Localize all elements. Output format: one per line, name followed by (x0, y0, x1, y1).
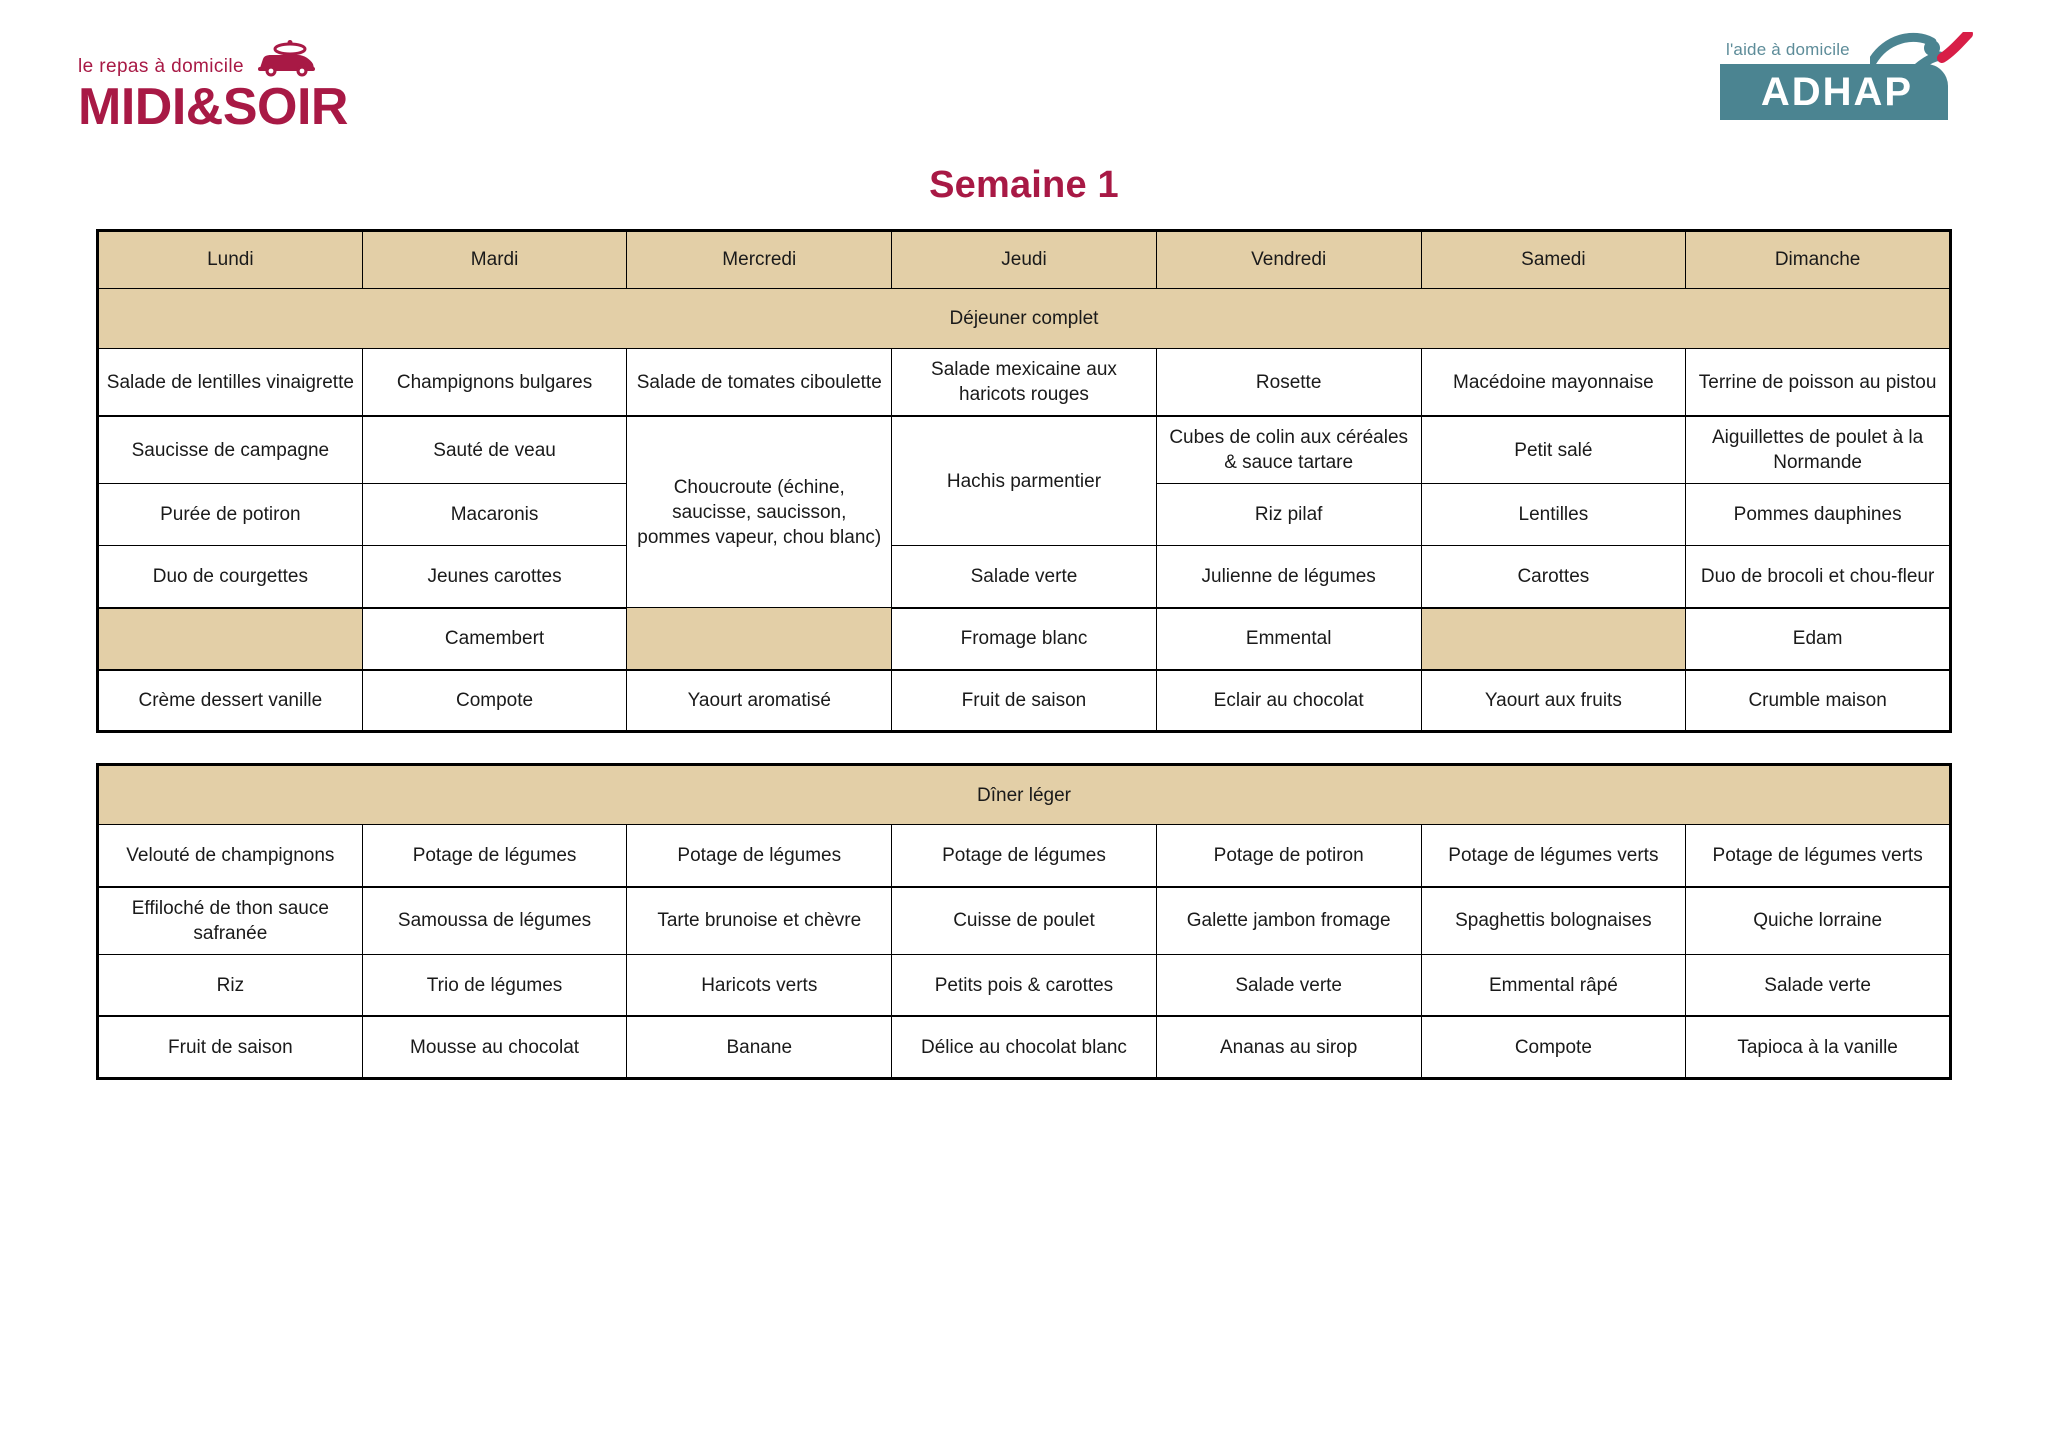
table-cell: Quiche lorraine (1686, 887, 1951, 955)
day-header-samedi: Samedi (1421, 231, 1686, 289)
table-cell: Effiloché de thon sauce safranée (98, 887, 363, 955)
table-cell: Potage de légumes (627, 825, 892, 887)
dinner-garniture-row (98, 954, 1951, 1016)
table-cell: Duo de brocoli et chou-fleur (1686, 546, 1951, 608)
table-cell: Eclair au chocolat (1156, 670, 1421, 732)
dinner-menu-table (96, 763, 1952, 1080)
page-title: Semaine 1 (929, 164, 1119, 206)
table-cell: Aiguillettes de poulet à la Normande (1686, 416, 1951, 484)
adhap-wordmark: ADHAP (1760, 70, 1914, 114)
table-cell: Haricots verts (627, 954, 892, 1016)
lunch-dessert-row (98, 670, 1951, 732)
table-cell: Cubes de colin aux céréales & sauce tartare (1156, 416, 1421, 484)
midisoir-logo (78, 38, 378, 135)
lunch-fromage-row (98, 608, 1951, 670)
table-cell: Petit salé (1421, 416, 1686, 484)
table-cell: Pommes dauphines (1686, 484, 1951, 546)
table-cell: Potage de légumes (362, 825, 627, 887)
table-cell: Fruit de saison (892, 670, 1157, 732)
table-cell: Samoussa de légumes (362, 887, 627, 955)
table-cell: Terrine de poisson au pistou (1686, 349, 1951, 417)
table-cell: Compote (362, 670, 627, 732)
table-cell: Camembert (362, 608, 627, 670)
table-cell: Yaourt aromatisé (627, 670, 892, 732)
table-cell: Lentilles (1421, 484, 1686, 546)
table-cell: Emmental (1156, 608, 1421, 670)
day-header-mardi: Mardi (362, 231, 627, 289)
table-cell: Banane (627, 1016, 892, 1078)
lunch-garniture2-row (98, 546, 1951, 608)
table-cell: Purée de potiron (98, 484, 363, 546)
table-cell: Compote (1421, 1016, 1686, 1078)
table-cell: Fruit de saison (98, 1016, 363, 1078)
lunch-plat-row (98, 416, 1951, 484)
lunch-entree-row (98, 349, 1951, 417)
delivery-car-icon (254, 40, 318, 78)
table-cell: Emmental râpé (1421, 954, 1686, 1016)
table-cell-empty (98, 608, 363, 670)
midisoir-wordmark: MIDI&SOIR (78, 78, 348, 136)
table-cell: Macaronis (362, 484, 627, 546)
table-cell: Edam (1686, 608, 1951, 670)
table-cell: Crumble maison (1686, 670, 1951, 732)
lunch-table-wrap (96, 229, 1952, 733)
lunch-banner: Déjeuner complet (98, 289, 1951, 349)
table-cell: Tapioca à la vanille (1686, 1016, 1951, 1078)
table-cell: Salade verte (892, 546, 1157, 608)
lunch-menu-table (96, 229, 1952, 733)
dinner-plat-row (98, 887, 1951, 955)
adhap-box (1720, 64, 1948, 120)
table-cell-empty (1421, 608, 1686, 670)
dinner-banner: Dîner léger (98, 765, 1951, 825)
table-cell: Potage de légumes verts (1686, 825, 1951, 887)
day-header-dimanche: Dimanche (1686, 231, 1951, 289)
adhap-tagline: l'aide à domicile (1726, 40, 1850, 59)
table-cell: Carottes (1421, 546, 1686, 608)
adhap-logo (1720, 32, 1970, 124)
table-cell: Riz pilaf (1156, 484, 1421, 546)
dinner-table-wrap (96, 763, 1952, 1080)
table-cell: Saucisse de campagne (98, 416, 363, 484)
table-cell: Fromage blanc (892, 608, 1157, 670)
day-header-jeudi: Jeudi (892, 231, 1157, 289)
table-cell: Spaghettis bolognaises (1421, 887, 1686, 955)
table-cell: Potage de légumes (892, 825, 1157, 887)
table-cell: Tarte brunoise et chèvre (627, 887, 892, 955)
page-header (0, 0, 2048, 150)
table-cell: Salade mexicaine aux haricots rouges (892, 349, 1157, 417)
dinner-banner-row (98, 765, 1951, 825)
table-cell: Julienne de légumes (1156, 546, 1421, 608)
table-cell: Galette jambon fromage (1156, 887, 1421, 955)
table-cell: Petits pois & carottes (892, 954, 1157, 1016)
table-cell: Délice au chocolat blanc (892, 1016, 1157, 1078)
day-header-row (98, 231, 1951, 289)
table-cell: Crème dessert vanille (98, 670, 363, 732)
table-cell: Ananas au sirop (1156, 1016, 1421, 1078)
day-header-vendredi: Vendredi (1156, 231, 1421, 289)
day-header-lundi: Lundi (98, 231, 363, 289)
table-cell: Champignons bulgares (362, 349, 627, 417)
table-cell: Sauté de veau (362, 416, 627, 484)
section-spacer (0, 733, 2048, 763)
dinner-soupe-row (98, 825, 1951, 887)
table-cell-merged-mercredi-plat: Choucroute (échine, saucisse, saucisson, pommes vapeur, chou blanc) (627, 416, 892, 608)
table-cell: Duo de courgettes (98, 546, 363, 608)
table-cell: Mousse au chocolat (362, 1016, 627, 1078)
day-header-mercredi: Mercredi (627, 231, 892, 289)
table-cell: Riz (98, 954, 363, 1016)
table-cell: Velouté de champignons (98, 825, 363, 887)
table-cell: Yaourt aux fruits (1421, 670, 1686, 732)
table-cell-merged-jeudi-plat: Hachis parmentier (892, 416, 1157, 546)
table-cell: Cuisse de poulet (892, 887, 1157, 955)
midisoir-tagline: le repas à domicile (78, 56, 245, 77)
table-cell: Salade verte (1156, 954, 1421, 1016)
table-cell: Rosette (1156, 349, 1421, 417)
table-cell: Salade de lentilles vinaigrette (98, 349, 363, 417)
lunch-banner-row (98, 289, 1951, 349)
table-cell-empty (627, 608, 892, 670)
table-cell: Potage de potiron (1156, 825, 1421, 887)
table-cell: Trio de légumes (362, 954, 627, 1016)
dinner-dessert-row (98, 1016, 1951, 1078)
table-cell: Macédoine mayonnaise (1421, 349, 1686, 417)
table-cell: Salade verte (1686, 954, 1951, 1016)
table-cell: Potage de légumes verts (1421, 825, 1686, 887)
table-cell: Jeunes carottes (362, 546, 627, 608)
table-cell: Salade de tomates ciboulette (627, 349, 892, 417)
midisoir-logo-top (78, 38, 378, 78)
